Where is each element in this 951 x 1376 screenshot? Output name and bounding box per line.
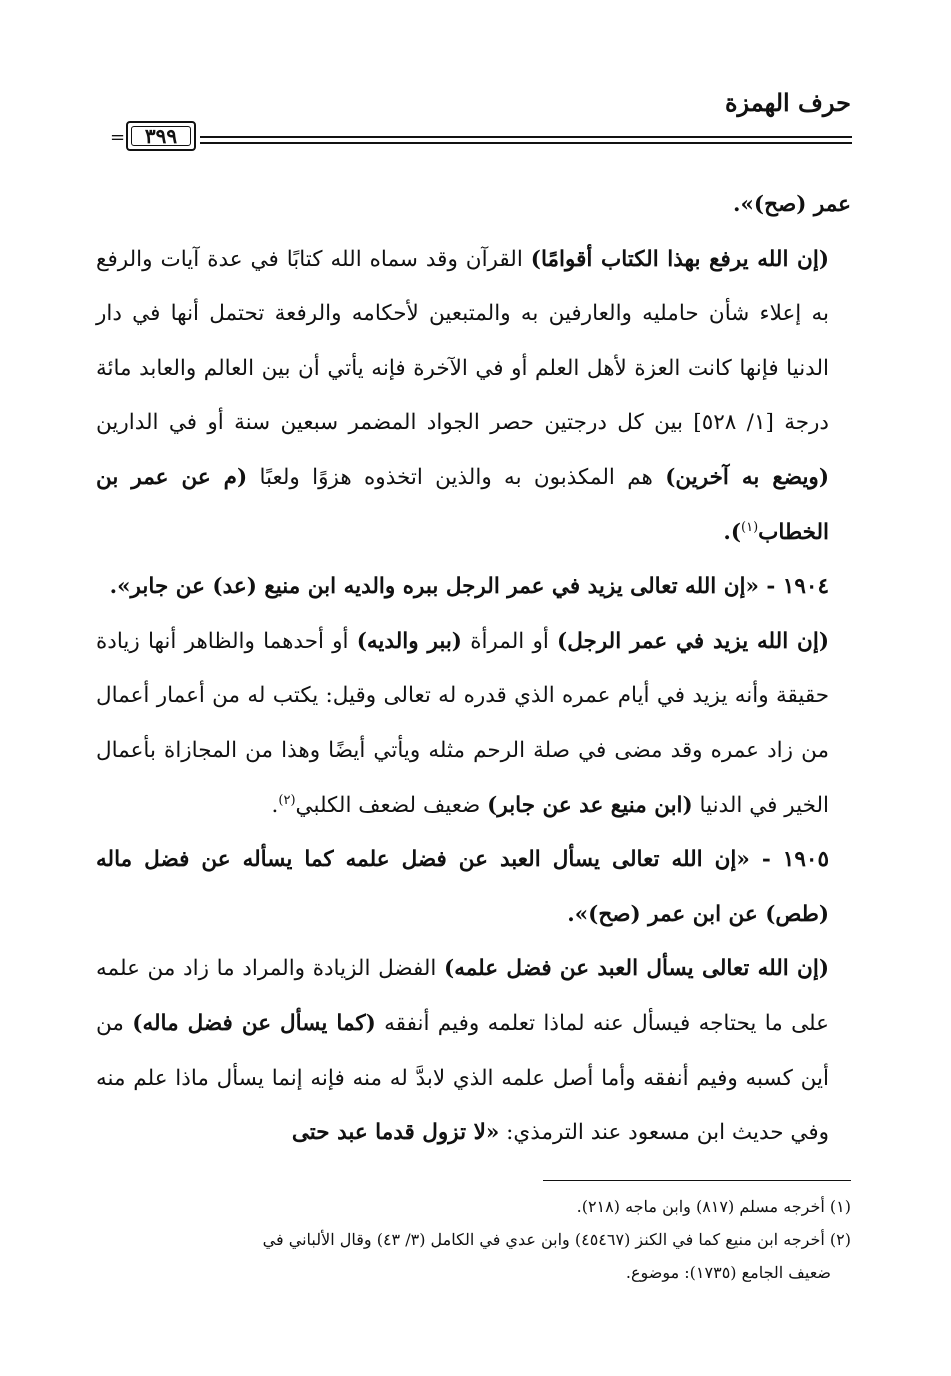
chapter-header: حرف الهمزة: [724, 88, 851, 117]
source-citation: (ابن منيع عد عن جابر): [487, 792, 693, 818]
main-text: [96, 178, 851, 1161]
footnote-1: (١) أخرجه مسلم (٨١٧) وابن ماجه (٢١٨).: [576, 1197, 851, 1216]
quoted-phrase: (إن الله يرفع بهذا الكتاب أقوامًا): [530, 246, 829, 272]
page-number: ٣٩٩: [144, 124, 178, 148]
quoted-phrase: «لا تزول قدما عبد حتى: [291, 1120, 500, 1146]
rule-line-top: [200, 136, 852, 138]
commentary-paragraph: (إن الله يزيد في عمر الرجل) أو المرأة (ببر والديه) أو أحدهما والظاهر أنها زيادة حقيقة وأنه يزيد في أيام عمره الذي قدره له تعالى وقيل: يكتب له من أعمار أعمال من زاد عمره وقد مضى في صلة الرحم مثله ويأتي أيضًا وهذا من المجازاة بأعمال الخير في الدنيا (ابن منيع عد عن جابر) ضعيف لضعف الكلبي$^{(٢)}$.: [96, 628, 829, 818]
quoted-phrase: (إن الله تعالى يسأل العبد عن فضل علمه): [444, 956, 829, 982]
quoted-phrase: (ببر والديه): [356, 628, 462, 654]
footnote-2: (٢) أخرجه ابن منيع كما في الكنز (٤٥٤٦٧) وابن عدي في الكامل (٣/ ٤٣) وقال الألباني في: [262, 1230, 851, 1249]
footnotes: [96, 1190, 851, 1289]
hadith-entry-1905: ١٩٠٥ - «إن الله تعالى يسأل العبد عن فضل علمه كما يسأله عن فضل ماله (طص) عن ابن عمر (صح)».: [96, 847, 829, 927]
footnote-separator: [543, 1180, 851, 1181]
commentary-paragraph: (إن الله يرفع بهذا الكتاب أقوامًا) القرآن وقد سماه الله كتابًا في عدة آيات والرفع به إعلاء شأن حامليه والعارفين به والمتبعين لأحكامه والرفعة تحتمل أنها في دار الدنيا فإنها كانت العزة لأهل العلم أو في الآخرة فإنه يأتي أن بين العالم والعابد مائة درجة [١/ ٥٢٨] بين كل درجتين حصر الجواد المضمر سبعين سنة أو في الدارين (ويضع به آخرين) هم المكذبون به والذين اتخذوه هزوًا ولعبًا (م عن عمر بن الخطاب$^{(١)}$).: [96, 246, 830, 545]
quoted-phrase: (كما يسأل عن فضل ماله): [132, 1010, 376, 1036]
header-rule: [110, 120, 852, 154]
rule-end-ornament: =: [110, 127, 126, 148]
rule-line-bottom: [200, 142, 852, 144]
hadith-entry-1904: ١٩٠٤ - «إن الله تعالى يزيد في عمر الرجل ببره والديه ابن منيع (عد) عن جابر».: [109, 574, 829, 600]
page-number-box: [126, 121, 196, 151]
commentary-paragraph: (إن الله تعالى يسأل العبد عن فضل علمه) الفضل الزيادة والمراد ما زاد من علمه على ما يحتاجه فيسأل عنه لماذا تعلمه وفيم أنفقه (كما يسأل عن فضل ماله) من أين كسبه وفيم أنفقه وأما أصل علمه الذي لابدَّ له منه فإنه إنما يسأل ماذا علم منه وفي حديث ابن مسعود عند الترمذي: «لا تزول قدما عبد حتى: [96, 956, 829, 1146]
quoted-phrase: (ويضع به آخرين): [665, 464, 829, 490]
paragraph-continuation: عمر (صح)».: [732, 192, 851, 217]
footnote-ref: (١): [741, 519, 759, 535]
quoted-phrase: (إن الله يزيد في عمر الرجل): [557, 628, 829, 654]
footnote-2-continuation: ضعيف الجامع (١٧٣٥): موضوع.: [625, 1263, 831, 1282]
footnote-ref: (٢): [278, 792, 296, 808]
source-citation: (م عن عمر بن الخطاب: [96, 464, 829, 545]
